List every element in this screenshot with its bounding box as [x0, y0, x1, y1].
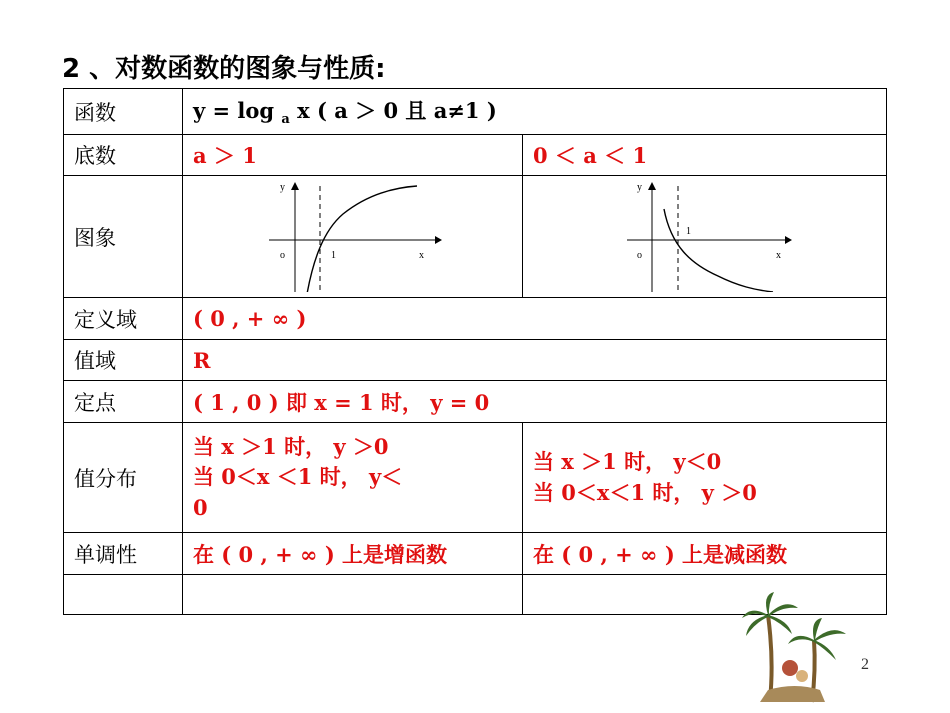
range-value: R: [183, 340, 887, 381]
empty-cell-2: [183, 575, 523, 615]
graph-decreasing: [523, 176, 887, 298]
y-axis-arrow: [648, 182, 656, 190]
x-axis-arrow: [785, 236, 792, 244]
dist-right-line-2: 当 0＜x＜1 时， y ＞0: [533, 479, 757, 505]
formula-prefix: y = log: [193, 98, 282, 124]
row-domain: [64, 298, 887, 340]
formula-suffix: x ( a ＞ 0 且 a≠1 ): [289, 98, 497, 124]
monotonic-increasing: 在 ( 0 , + ∞ ) 上是增函数: [183, 533, 523, 575]
graph-increasing: [183, 176, 523, 298]
empty-cell-1: [64, 575, 183, 615]
base-greater-one: a ＞ 1: [183, 135, 523, 176]
decreasing-curve: [664, 209, 773, 292]
origin-label: o: [637, 250, 642, 261]
y-label: y: [280, 182, 285, 193]
x-label: x: [776, 250, 781, 261]
row-function: [64, 89, 887, 135]
x-label: x: [419, 250, 424, 261]
log-function-table: [63, 88, 887, 615]
page-title: 2 、对数函数的图象与性质:: [62, 54, 386, 84]
domain-value: ( 0 , + ∞ ): [183, 298, 887, 340]
label-monotonicity: 单调性: [64, 533, 183, 575]
label-distribution: 值分布: [64, 423, 183, 533]
decreasing-log-graph: [523, 176, 886, 292]
dist-left-line-2: 当 0＜x ＜1 时， y＜: [193, 464, 403, 490]
row-graph: [64, 176, 887, 298]
increasing-log-graph: [183, 176, 522, 292]
dist-right-line-1: 当 x ＞1 时， y＜0: [533, 449, 722, 475]
x-axis-arrow: [435, 236, 442, 244]
dist-left-line-1: 当 x ＞1 时， y ＞0: [193, 433, 389, 459]
y-label: y: [637, 182, 642, 193]
monotonic-decreasing: 在 ( 0 , + ∞ ) 上是减函数: [523, 533, 887, 575]
one-label: 1: [331, 250, 336, 261]
palm-tree-decoration: [740, 590, 860, 710]
label-domain: 定义域: [64, 298, 183, 340]
function-formula: [183, 89, 887, 135]
increasing-curve: [307, 186, 417, 292]
row-base: [64, 135, 887, 176]
row-range: [64, 340, 887, 381]
formula-base-sub: a: [281, 112, 290, 128]
row-fixed-point: [64, 381, 887, 423]
fixed-point-value: ( 1 , 0 ) 即 x = 1 时， y = 0: [183, 381, 887, 423]
label-function: 函数: [64, 89, 183, 135]
origin-label: o: [280, 250, 285, 261]
y-axis-arrow: [291, 182, 299, 190]
page-number: 2: [861, 656, 869, 673]
label-base: 底数: [64, 135, 183, 176]
label-graph: 图象: [64, 176, 183, 298]
row-distribution: [64, 423, 887, 533]
distribution-left: [183, 423, 523, 533]
dist-left-line-3: 0: [193, 494, 208, 520]
base-between-zero-one: 0 ＜ a ＜ 1: [523, 135, 887, 176]
label-fixed-point: 定点: [64, 381, 183, 423]
row-monotonicity: [64, 533, 887, 575]
distribution-right: [523, 423, 887, 533]
one-label: 1: [686, 226, 691, 237]
label-range: 值域: [64, 340, 183, 381]
